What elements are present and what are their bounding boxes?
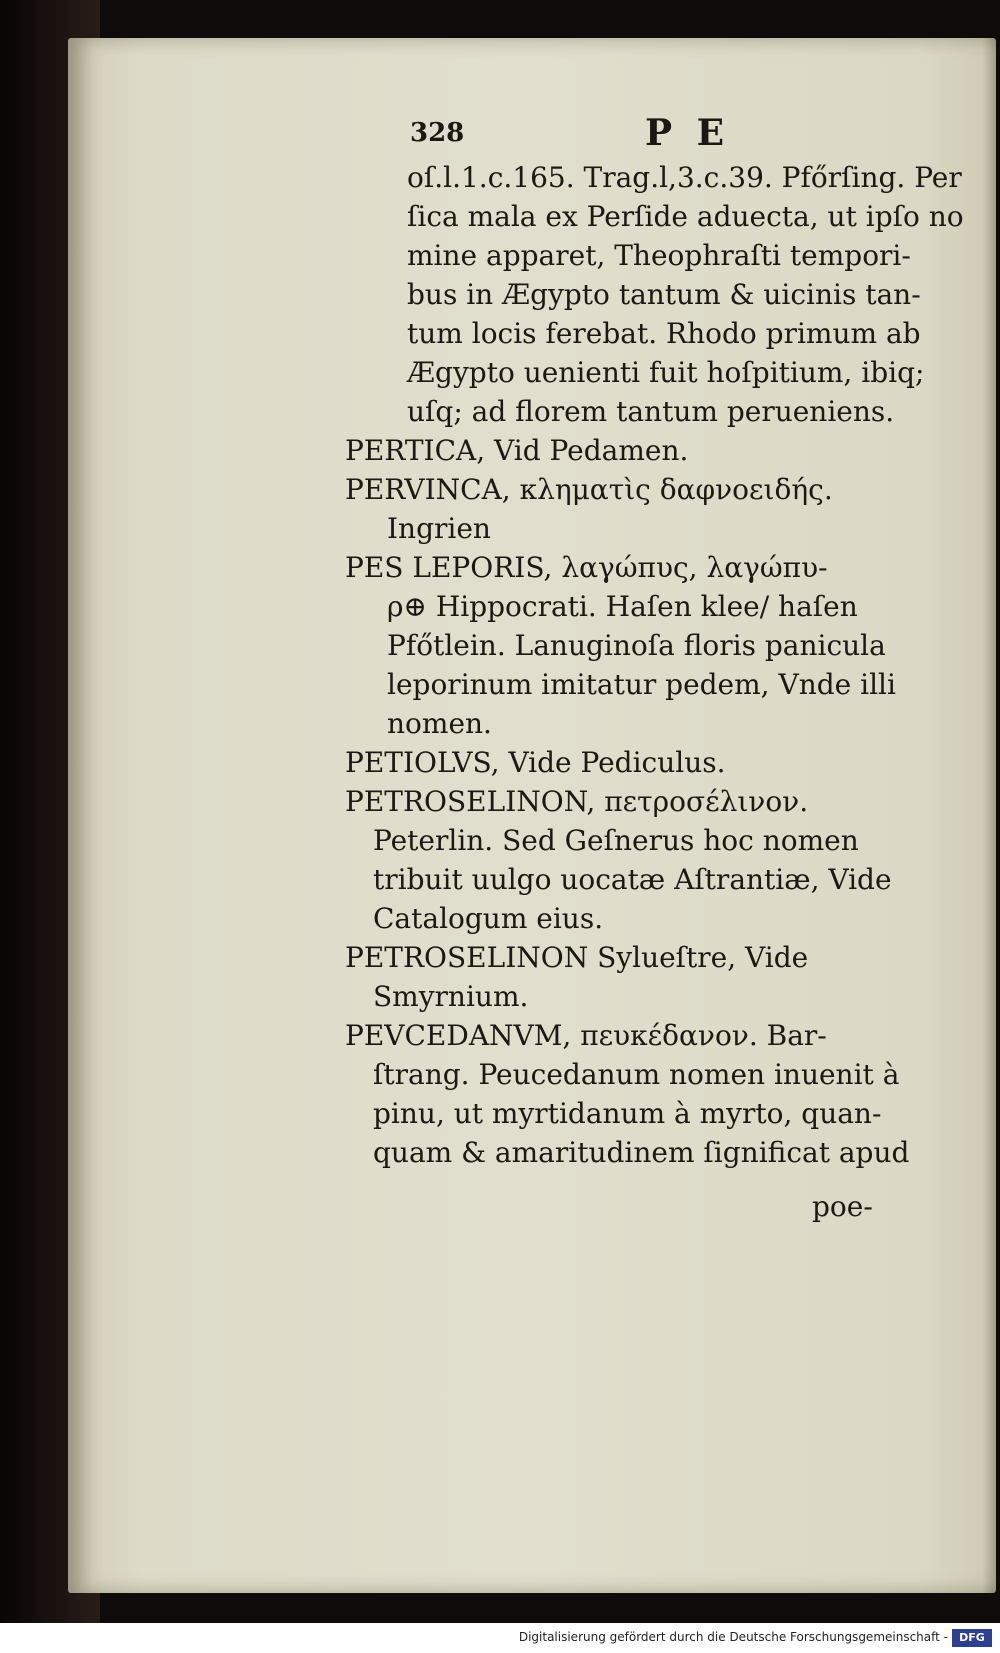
text-line: pinu, ut myrtidanum à myrto, quan- — [373, 1097, 882, 1130]
text-line: Smyrnium. — [373, 980, 529, 1013]
text-line: mine apparet, Theophraſti tempori- — [407, 239, 911, 272]
entry-petiolus: PETIOLVS, Vide Pediculus. — [345, 746, 726, 779]
text-line: ρ⊕ Hippocrati. Haſen klee/ haſen — [387, 590, 858, 623]
entry-petroselinon-sylvestre: PETROSELINON Sylueſtre, Vide — [345, 941, 809, 974]
footer-bar — [0, 1623, 1000, 1653]
text-line: ſtrang. Peucedanum nomen inuenit à — [373, 1058, 900, 1091]
footer-credit: Digitalisierung gefördert durch die Deutsche Forschungsgemeinschaft - — [518, 1630, 948, 1644]
entry-pertica: PERTICA, Vid Pedamen. — [345, 434, 689, 467]
running-head: P E — [645, 112, 731, 154]
page-header — [410, 112, 740, 156]
text-line: Ingrien — [387, 512, 491, 545]
page-number: 328 — [410, 118, 465, 148]
text-line: ſica mala ex Perſide aduecta, ut ipſo no — [407, 200, 964, 233]
text-line: Pfőtlein. Lanuginoſa floris panicula — [387, 629, 886, 662]
entry-pes-leporis: PES LEPORIS, λαγώπυς, λαγώπυ- — [345, 551, 828, 584]
text-line: Peterlin. Sed Geſnerus hoc nomen — [373, 824, 859, 857]
entry-petroselinon: PETROSELINON, πετροσέλινον. — [345, 785, 809, 818]
dfg-logo-icon: DFG — [952, 1629, 992, 1647]
text-line: tum locis ferebat. Rhodo primum ab — [407, 317, 921, 350]
text-line: nomen. — [387, 707, 492, 740]
text-line: oſ.l.1.c.165. Trag.l,3.c.39. Pfőrſing. Per — [407, 161, 962, 194]
text-line: quam & amaritudinem ſignificat apud — [373, 1136, 910, 1169]
catchword: poe- — [812, 1190, 873, 1223]
text-line: tribuit uulgo uocatæ Aſtrantiæ, Vide — [373, 863, 892, 896]
text-line: uſq; ad florem tantum perueniens. — [407, 395, 895, 428]
text-line: leporinum imitatur pedem, Vnde illi — [387, 668, 896, 701]
text-line: Ægypto uenienti fuit hoſpitium, ibiq; — [407, 356, 925, 389]
text-line: Catalogum eius. — [373, 902, 604, 935]
text-line: bus in Ægypto tantum & uicinis tan- — [407, 278, 921, 311]
body-text — [345, 158, 985, 1172]
entry-peucedanum: PEVCEDANVM, πευκέδανον. Bar- — [345, 1019, 827, 1052]
entry-pervinca: PERVINCA, κληματὶς δαφνοειδής. — [345, 473, 833, 506]
